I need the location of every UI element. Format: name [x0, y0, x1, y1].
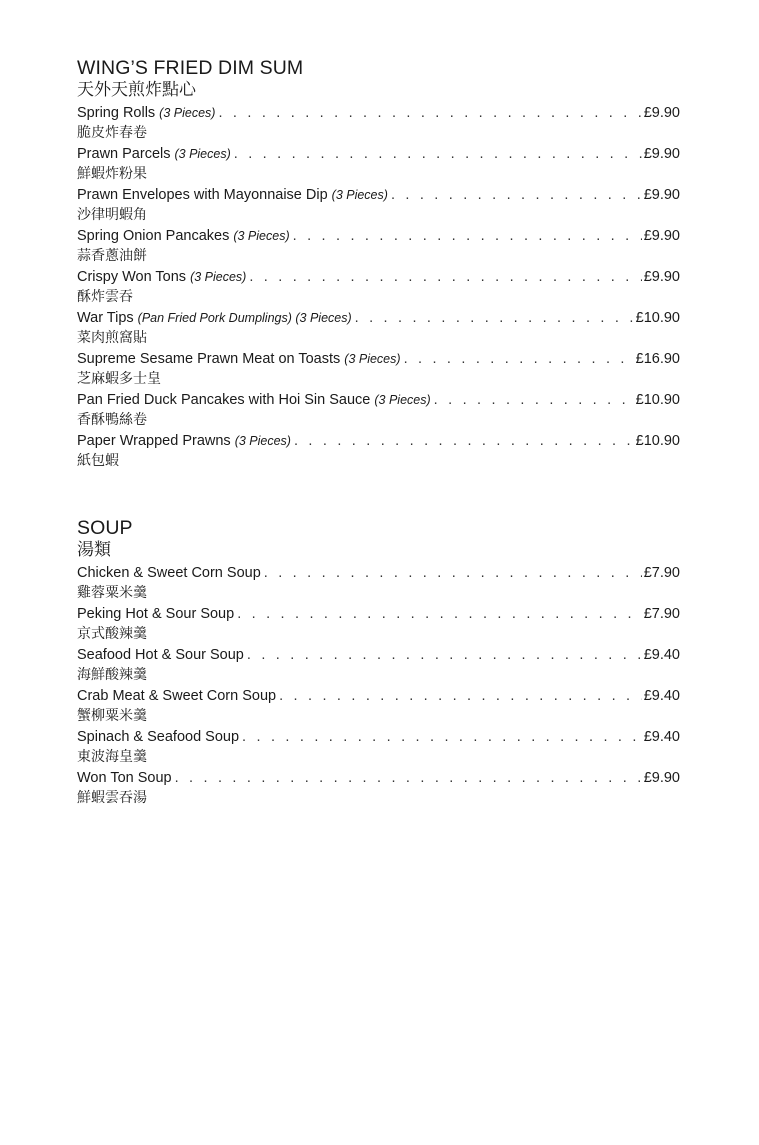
- item-name-chinese: 東波海皇羹: [77, 748, 147, 764]
- item-name-chinese: 芝麻蝦多士皇: [77, 370, 161, 386]
- dot-leader: [234, 145, 642, 164]
- item-name: Peking Hot & Sour Soup: [77, 606, 235, 622]
- item-note: (3 Pieces): [234, 434, 291, 448]
- item-name-chinese: 香酥鴨絲卷: [77, 411, 147, 427]
- item-name: Spring Onion Pancakes: [77, 228, 230, 244]
- menu-item: [77, 186, 680, 227]
- item-name-chinese: 脆皮炸春卷: [77, 124, 147, 140]
- item-name: Crab Meat & Sweet Corn Soup: [77, 688, 277, 704]
- menu-item: [77, 728, 680, 769]
- item-name-chinese: 酥炸雲吞: [77, 288, 133, 304]
- item-name-chinese: 蒜香蔥油餅: [77, 247, 147, 263]
- menu-item: [77, 564, 680, 605]
- item-name: Prawn Parcels: [77, 146, 171, 162]
- dot-leader: [242, 728, 642, 747]
- dot-leader: [247, 646, 642, 665]
- item-note: (3 Pieces): [174, 147, 231, 161]
- item-price: £9.90: [643, 228, 680, 244]
- dot-leader: [294, 432, 634, 451]
- section-subtitle-chinese: 湯類: [77, 540, 111, 559]
- item-price: £10.90: [635, 310, 680, 326]
- item-name-chinese: 沙律明蝦角: [77, 206, 147, 222]
- dot-leader: [249, 268, 641, 287]
- item-note: (3 Pieces): [344, 352, 401, 366]
- item-name: Won Ton Soup: [77, 770, 172, 786]
- item-name: Spring Rolls: [77, 105, 156, 121]
- item-name: Crispy Won Tons: [77, 269, 187, 285]
- menu-section-soup: [77, 518, 680, 810]
- item-price: £9.90: [643, 187, 680, 203]
- dot-leader: [293, 227, 642, 246]
- item-name-chinese: 菜肉煎窩貼: [77, 329, 147, 345]
- item-note: (3 Pieces): [374, 393, 431, 407]
- item-price: £7.90: [643, 565, 680, 581]
- item-note: (3 Pieces): [233, 229, 290, 243]
- menu-item: [77, 391, 680, 432]
- menu-item: [77, 432, 680, 473]
- item-price: £9.90: [643, 146, 680, 162]
- item-price: £10.90: [635, 392, 680, 408]
- section-subtitle-chinese: 天外天煎炸點心: [77, 80, 196, 99]
- item-name: Paper Wrapped Prawns: [77, 433, 231, 449]
- menu-item: [77, 605, 680, 646]
- dot-leader: [218, 104, 641, 123]
- item-note: (3 Pieces): [331, 188, 388, 202]
- dot-leader: [391, 186, 642, 205]
- menu-item: [77, 309, 680, 350]
- item-note: (3 Pieces): [190, 270, 247, 284]
- item-name-chinese: 紙包蝦: [77, 452, 119, 468]
- menu-item: [77, 646, 680, 687]
- dot-leader: [434, 391, 634, 410]
- item-name-chinese: 京式酸辣羹: [77, 625, 147, 641]
- menu-page: [77, 58, 680, 810]
- menu-item: [77, 145, 680, 186]
- item-price: £9.40: [643, 688, 680, 704]
- item-price: £9.90: [643, 770, 680, 786]
- dot-leader: [175, 769, 642, 788]
- section-title: WING’S FRIED DIM SUM: [77, 57, 304, 79]
- item-name: Pan Fried Duck Pancakes with Hoi Sin Sauce: [77, 392, 371, 408]
- item-price: £7.90: [643, 606, 680, 622]
- menu-item: [77, 350, 680, 391]
- item-name-chinese: 鮮蝦炸粉果: [77, 165, 147, 181]
- menu-item: [77, 104, 680, 145]
- item-name: Prawn Envelopes with Mayonnaise Dip: [77, 187, 328, 203]
- section-title: SOUP: [77, 517, 133, 539]
- item-price: £9.90: [643, 105, 680, 121]
- item-price: £16.90: [635, 351, 680, 367]
- item-name-chinese: 鮮蝦雲吞湯: [77, 789, 147, 805]
- item-price: £9.90: [643, 269, 680, 285]
- menu-item: [77, 687, 680, 728]
- item-name-chinese: 蟹柳粟米羹: [77, 707, 147, 723]
- item-price: £9.40: [643, 729, 680, 745]
- menu-item: [77, 227, 680, 268]
- dot-leader: [355, 309, 634, 328]
- item-name-chinese: 海鮮酸辣羹: [77, 666, 147, 682]
- dot-leader: [237, 605, 642, 624]
- dot-leader: [264, 564, 642, 583]
- dot-leader: [279, 687, 642, 706]
- item-price: £10.90: [635, 433, 680, 449]
- menu-section-dim-sum: [77, 58, 680, 473]
- menu-item: [77, 769, 680, 810]
- item-name: Spinach & Seafood Soup: [77, 729, 240, 745]
- item-name-chinese: 雞蓉粟米羹: [77, 584, 147, 600]
- item-name: Supreme Sesame Prawn Meat on Toasts: [77, 351, 341, 367]
- item-note: (Pan Fried Pork Dumplings) (3 Pieces): [137, 311, 352, 325]
- dot-leader: [404, 350, 634, 369]
- menu-item: [77, 268, 680, 309]
- item-price: £9.40: [643, 647, 680, 663]
- item-name: Chicken & Sweet Corn Soup: [77, 565, 261, 581]
- item-note: (3 Pieces): [159, 106, 216, 120]
- item-name: Seafood Hot & Sour Soup: [77, 647, 244, 663]
- item-name: War Tips: [77, 310, 134, 326]
